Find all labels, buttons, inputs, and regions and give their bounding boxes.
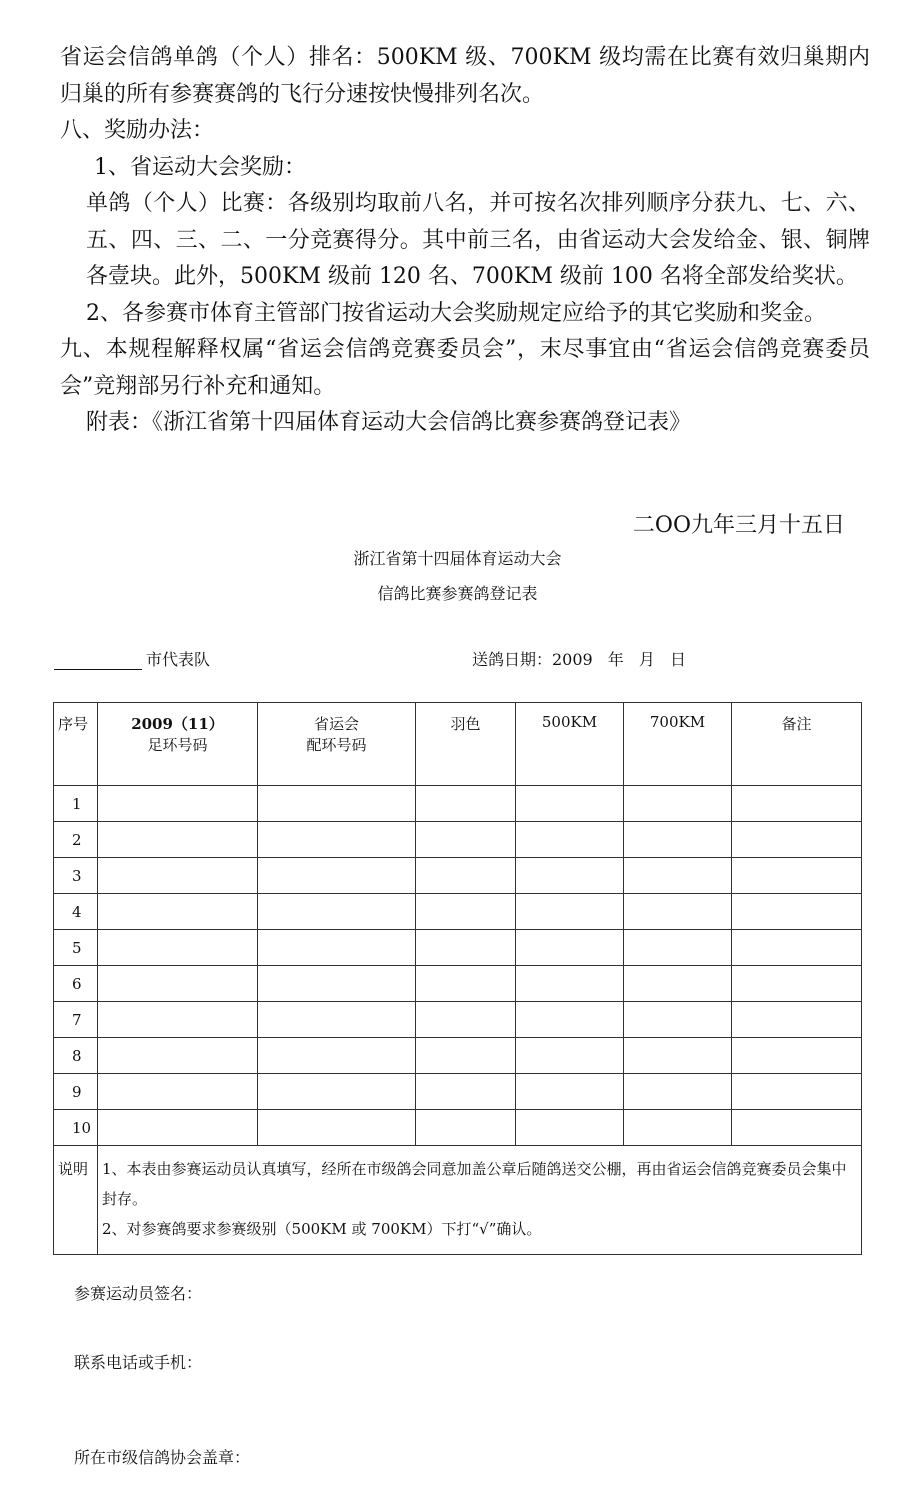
row-number: 1	[54, 786, 98, 822]
header-foot-ring-label: 足环号码	[147, 736, 208, 754]
500km-cell[interactable]	[516, 1038, 624, 1074]
row-number: 10	[54, 1110, 98, 1146]
row-number: 8	[54, 1038, 98, 1074]
header-foot-ring-year: 2009（11）	[131, 715, 224, 733]
team-label: 市代表队	[146, 650, 211, 669]
header-foot-ring	[98, 703, 258, 786]
color-cell[interactable]	[416, 930, 516, 966]
games-ring-cell[interactable]	[258, 894, 416, 930]
table-row	[54, 1110, 862, 1146]
table-row	[54, 894, 862, 930]
remarks-cell[interactable]	[732, 894, 862, 930]
header-remarks: 备注	[732, 703, 862, 786]
color-cell[interactable]	[416, 786, 516, 822]
color-cell[interactable]	[416, 1110, 516, 1146]
form-title-line1: 浙江省第十四届体育运动大会	[353, 549, 562, 568]
row-number: 3	[54, 858, 98, 894]
color-cell[interactable]	[416, 858, 516, 894]
700km-cell[interactable]	[624, 1074, 732, 1110]
document-date: 二OO九年三月十五日	[632, 513, 845, 538]
athlete-signature-label: 参赛运动员签名：	[74, 1284, 203, 1303]
row-number: 6	[54, 966, 98, 1002]
phone-label: 联系电话或手机：	[74, 1353, 203, 1372]
remarks-cell[interactable]	[732, 1074, 862, 1110]
700km-cell[interactable]	[624, 1038, 732, 1074]
note-item-2: 2、对参赛鸽要求参赛级别（500KM 或 700KM）下打“√”确认。	[102, 1220, 542, 1238]
foot-ring-cell[interactable]	[98, 1110, 258, 1146]
500km-cell[interactable]	[516, 858, 624, 894]
header-games-ring-line2: 配环号码	[306, 736, 367, 754]
header-games-ring-line1: 省运会	[313, 715, 359, 733]
form-title-line2: 信鸽比赛参赛鸽登记表	[377, 584, 538, 603]
header-num: 序号	[54, 703, 98, 786]
700km-cell[interactable]	[624, 930, 732, 966]
color-cell[interactable]	[416, 894, 516, 930]
remarks-cell[interactable]	[732, 822, 862, 858]
700km-cell[interactable]	[624, 858, 732, 894]
foot-ring-cell[interactable]	[98, 1074, 258, 1110]
note-label: 说明	[54, 1146, 98, 1255]
header-500km: 500KM	[516, 703, 624, 786]
table-row	[54, 786, 862, 822]
note-content	[98, 1146, 862, 1255]
color-cell[interactable]	[416, 1038, 516, 1074]
row-number: 7	[54, 1002, 98, 1038]
700km-cell[interactable]	[624, 786, 732, 822]
row-number: 4	[54, 894, 98, 930]
color-cell[interactable]	[416, 822, 516, 858]
foot-ring-cell[interactable]	[98, 1002, 258, 1038]
remarks-cell[interactable]	[732, 930, 862, 966]
city-award-paragraph: 2、各参赛市体育主管部门按省运动大会奖励规定应给予的其它奖励和奖金。	[86, 300, 826, 326]
table-note-row	[54, 1146, 862, 1255]
foot-ring-cell[interactable]	[98, 786, 258, 822]
header-games-ring	[258, 703, 416, 786]
foot-ring-cell[interactable]	[98, 1038, 258, 1074]
games-ring-cell[interactable]	[258, 1002, 416, 1038]
foot-ring-cell[interactable]	[98, 966, 258, 1002]
500km-cell[interactable]	[516, 966, 624, 1002]
700km-cell[interactable]	[624, 894, 732, 930]
team-field	[54, 647, 210, 670]
700km-cell[interactable]	[624, 966, 732, 1002]
color-cell[interactable]	[416, 1002, 516, 1038]
team-name-blank[interactable]	[54, 651, 142, 670]
award-subheading: 1、省运动大会奖励：	[94, 154, 306, 180]
table-row	[54, 822, 862, 858]
send-date: 送鸽日期：2009 年 月 日	[472, 650, 686, 669]
note-item-1: 1、本表由参赛运动员认真填写，经所在市级鸽会同意加盖公章后随鸽送交公棚，再由省运会信鸽竞赛委员会集中封存。	[102, 1160, 847, 1208]
ranking-paragraph: 省运会信鸽单鸽（个人）排名：500KM 级、700KM 级均需在比赛有效归巢期内归巢的所有参赛赛鸽的飞行分速按快慢排列名次。	[60, 45, 870, 107]
500km-cell[interactable]	[516, 1110, 624, 1146]
section-nine-paragraph: 九、本规程解释权属“省运会信鸽竞赛委员会”，末尽事宜由“省运会信鸽竞赛委员会”竞翔部另行补充和通知。	[60, 337, 870, 399]
row-number: 5	[54, 930, 98, 966]
table-row	[54, 858, 862, 894]
foot-ring-cell[interactable]	[98, 894, 258, 930]
header-color: 羽色	[416, 703, 516, 786]
remarks-cell[interactable]	[732, 1110, 862, 1146]
regulation-text	[60, 40, 870, 442]
foot-ring-cell[interactable]	[98, 930, 258, 966]
color-cell[interactable]	[416, 966, 516, 1002]
section-eight-heading: 八、奖励办法：	[60, 118, 215, 143]
remarks-cell[interactable]	[732, 858, 862, 894]
table-row	[54, 1002, 862, 1038]
700km-cell[interactable]	[624, 822, 732, 858]
remarks-cell[interactable]	[732, 786, 862, 822]
games-ring-cell[interactable]	[258, 858, 416, 894]
500km-cell[interactable]	[516, 786, 624, 822]
500km-cell[interactable]	[516, 1074, 624, 1110]
row-number: 9	[54, 1074, 98, 1110]
remarks-cell[interactable]	[732, 966, 862, 1002]
row-number: 2	[54, 822, 98, 858]
games-ring-cell[interactable]	[258, 1110, 416, 1146]
games-ring-cell[interactable]	[258, 822, 416, 858]
remarks-cell[interactable]	[732, 1002, 862, 1038]
color-cell[interactable]	[416, 1074, 516, 1110]
500km-cell[interactable]	[516, 1002, 624, 1038]
association-seal-label: 所在市级信鸽协会盖章：	[74, 1448, 251, 1467]
foot-ring-cell[interactable]	[98, 822, 258, 858]
games-ring-cell[interactable]	[258, 786, 416, 822]
500km-cell[interactable]	[516, 894, 624, 930]
attachment-paragraph: 附表：《浙江省第十四届体育运动大会信鸽比赛参赛鸽登记表》	[86, 410, 692, 435]
header-700km: 700KM	[624, 703, 732, 786]
foot-ring-cell[interactable]	[98, 858, 258, 894]
table-row	[54, 930, 862, 966]
games-ring-cell[interactable]	[258, 1038, 416, 1074]
table-row	[54, 1074, 862, 1110]
table-row	[54, 966, 862, 1002]
registration-table	[53, 702, 862, 1255]
500km-cell[interactable]	[516, 930, 624, 966]
700km-cell[interactable]	[624, 1002, 732, 1038]
table-row	[54, 1038, 862, 1074]
700km-cell[interactable]	[624, 1110, 732, 1146]
games-ring-cell[interactable]	[258, 930, 416, 966]
games-ring-cell[interactable]	[258, 1074, 416, 1110]
games-ring-cell[interactable]	[258, 966, 416, 1002]
single-pigeon-award-paragraph: 单鸽（个人）比赛：各级别均取前八名，并可按名次排列顺序分获九、七、六、五、四、三、二、一分竞赛得分。其中前三名，由省运动大会发给金、银、铜牌各壹块。此外，500KM 级前 120 名、700KM 级前 100 名将全部发给奖状。	[86, 191, 870, 289]
remarks-cell[interactable]	[732, 1038, 862, 1074]
500km-cell[interactable]	[516, 822, 624, 858]
table-header-row	[54, 703, 862, 786]
